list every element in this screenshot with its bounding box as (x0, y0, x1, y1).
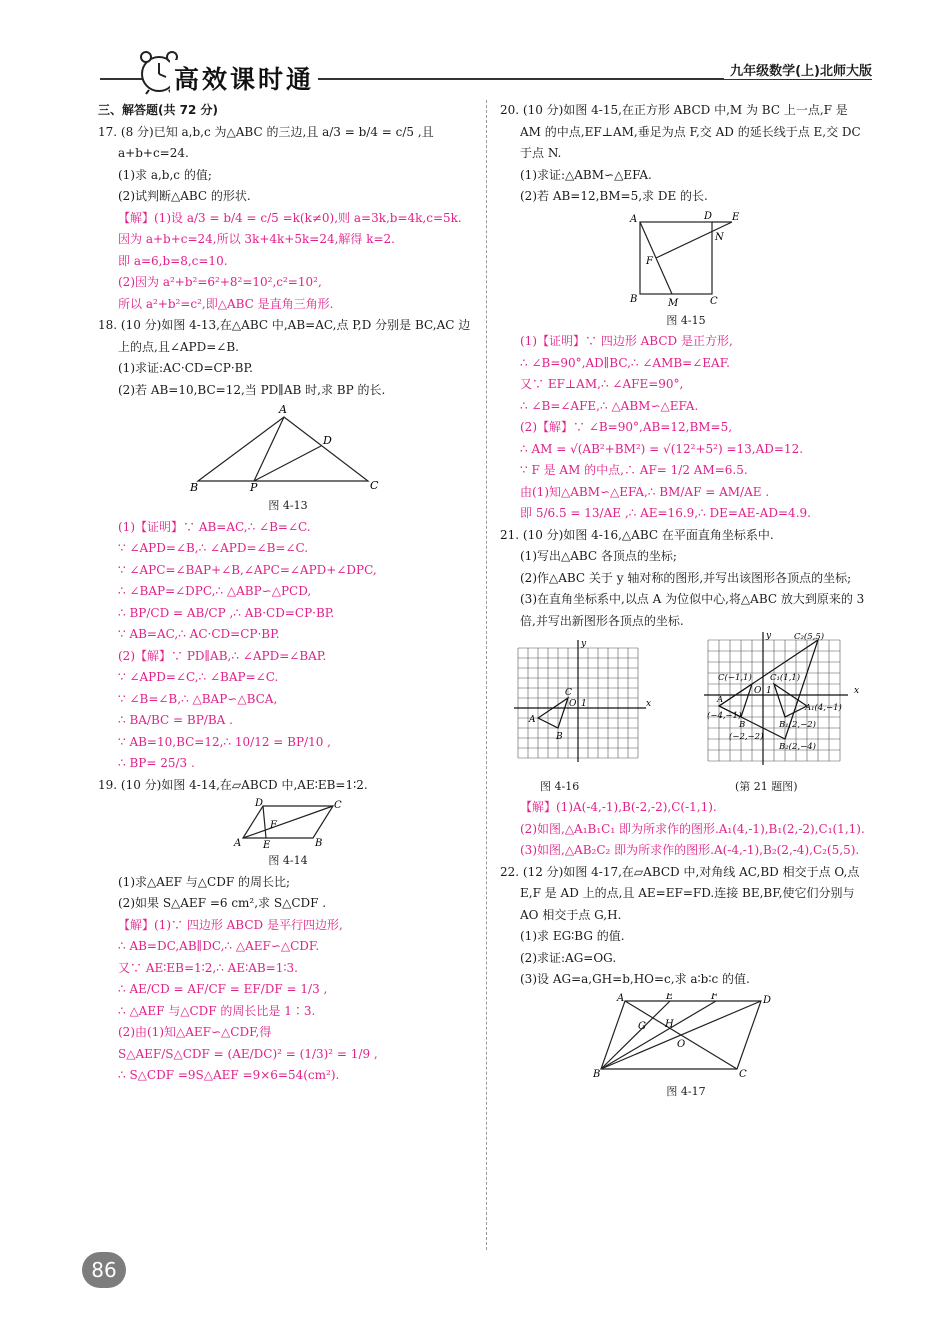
q17-solution-line: (2)因为 a²+b²=6²+8²=10²,c²=10², (118, 275, 322, 289)
svg-text:D: D (255, 798, 264, 809)
y-axis-label: y (581, 640, 587, 649)
svg-text:O: O (677, 1038, 686, 1050)
figure-4-13-caption: 图 4-13 (268, 499, 308, 512)
figure-4-15-square (626, 210, 746, 308)
q18-solution-line: ∵ ∠B=∠B,∴ △BAP∽△BCA, (118, 691, 278, 706)
q18-solution-line: ∵ ∠APC=∠BAP+∠B,∠APC=∠APD+∠DPC, (118, 562, 377, 577)
svg-text:D: D (704, 210, 713, 222)
q22-part2: (2)求证:AG=OG. (520, 950, 617, 965)
q19-solution-line: ∴ △AEF 与△CDF 的周长比是 1∶3. (118, 1003, 316, 1018)
column-divider (486, 100, 487, 1250)
svg-text:A: A (234, 838, 242, 848)
q22-stem: 22. (12 分)如图 4-17,在▱ABCD 中,对角线 AC,BD 相交于点 O,点 E,F 是 AD 上的点,且 AE=EF=FD.连接 BE,BF,使它们分别与 AO 相交于点 G,H. (500, 864, 860, 922)
q20-solution-line: ∴ AM = √(AB²+BM²) = √(12²+5²) =13,AD=12. (520, 441, 804, 456)
q21-solution-line: 【解】(1)A(-4,-1),B(-2,-2),C(-1,1). (520, 800, 717, 814)
q20-stem: 20. (10 分)如图 4-15,在正方形 ABCD 中,M 为 BC 上一点,F 是 AM 的中点,EF⊥AM,垂足为点 F,交 AD 的延长线于点 E,交 DC 于点 N. (500, 103, 861, 160)
point-label-a-coords: (−4,−1) (707, 711, 742, 721)
point-label-b: B (556, 732, 563, 742)
figure-21-answer-grid (696, 632, 876, 772)
q19-solution-line: S△AEF/S△CDF = (AE/DC)² = (1/3)² = 1/9 , (118, 1046, 378, 1061)
figure-4-14-parallelogram (233, 798, 343, 848)
q20-part1: (1)求证:△ABM∽△EFA. (520, 167, 652, 182)
figure-21-caption: (第 21 题图) (735, 780, 798, 793)
q18-solution-line: ∴ BA/BC = BP/BA . (118, 713, 233, 727)
q19-solution-line: 又∵ AE∶EB=1∶2,∴ AE∶AB=1∶3. (118, 960, 298, 975)
q17-stem: 17. (8 分)已知 a,b,c 为△ABC 的三边,且 a/3 = b/4 = c/5 ,且 a+b+c=24. (98, 124, 434, 160)
svg-text:C: C (710, 295, 718, 307)
svg-text:E: E (732, 211, 740, 223)
q17-solution-line: 所以 a²+b²=c²,即△ABC 是直角三角形. (118, 296, 334, 311)
figure-4-17-caption: 图 4-17 (666, 1084, 706, 1098)
q22-part1: (1)求 EG∶BG 的值. (520, 929, 625, 943)
point-label-b-coords: (−2,−2) (729, 732, 764, 742)
q18-solution-line: ∴ BP= 25/3 . (118, 756, 195, 770)
q17-part2: (2)试判断△ABC 的形状. (118, 189, 251, 203)
figure-4-13-triangle (188, 403, 388, 493)
point-label-c: C (565, 688, 572, 698)
q18-solution-line: (2)【解】∵ PD∥AB,∴ ∠APD=∠BAP. (118, 648, 327, 663)
q18-stem: 18. (10 分)如图 4-13,在△ABC 中,AB=AC,点 P,D 分别是 BC,AC 边上的点,且∠APD=∠B. (98, 318, 471, 354)
q21-part2: (2)作△ABC 关于 y 轴对称的图形,并写出该图形各顶点的坐标; (520, 570, 852, 585)
q19-part1: (1)求△AEF 与△CDF 的周长比; (118, 874, 291, 889)
point-label-a: A (529, 715, 536, 725)
svg-text:P: P (250, 481, 258, 493)
svg-text:A: A (279, 403, 287, 416)
q20-part2: (2)若 AB=12,BM=5,求 DE 的长. (520, 189, 708, 203)
q21-solution-line: (2)如图,△A₁B₁C₁ 即为所求作的图形.A₁(4,-1),B₁(2,-2),C₁(1,1). (520, 821, 865, 836)
q19-solution-line: ∴ AB=DC,AB∥DC,∴ △AEF∽△CDF. (118, 939, 320, 953)
svg-text:B: B (593, 1068, 601, 1079)
q17-solution-line: 【解】(1)设 a/3 = b/4 = c/5 =k(k≠0),则 a=3k,b=4k,c=5k. (118, 210, 462, 225)
q20-solution-line: ∴ ∠B=90°,AD∥BC,∴ ∠AMB=∠EAF. (520, 355, 730, 370)
q17-part1: (1)求 a,b,c 的值; (118, 167, 212, 182)
figure-4-16-caption: 图 4-16 (540, 780, 580, 793)
q20-solution-line: 由(1)知△ABM∽△EFA,∴ BM/AF = AM/AE . (520, 484, 770, 499)
q21-solution-line: (3)如图,△AB₂C₂ 即为所求作的图形.A(-4,-1),B₂(2,-4),C₂(5,5). (520, 843, 860, 857)
q20-solution-line: (1)【证明】∵ 四边形 ABCD 是正方形, (520, 334, 733, 348)
q21-part3: (3)在直角坐标系中,以点 A 为位似中心,将△ABC 放大到原来的 3 倍,并写出新图形各顶点的坐标. (520, 592, 865, 628)
svg-text:F: F (711, 992, 718, 1002)
svg-text:F: F (646, 255, 653, 267)
svg-text:F: F (270, 820, 277, 831)
svg-text:D: D (323, 434, 332, 447)
q19-solution-line: (2)由(1)知△AEF∽△CDF,得 (118, 1025, 272, 1039)
origin-label: O (569, 699, 577, 709)
svg-text:C: C (739, 1068, 747, 1079)
svg-text:B: B (630, 293, 638, 305)
q20-solution-line: 又∵ EF⊥AM,∴ ∠AFE=90°, (520, 377, 684, 391)
y-axis-label: y (766, 632, 772, 641)
svg-text:E: E (666, 992, 674, 1002)
q17-solution-line: 即 a=6,b=8,c=10. (118, 253, 228, 268)
point-label-a1: A₁(4,−1) (805, 703, 842, 713)
q19-part2: (2)如果 S△AEF =6 cm²,求 S△CDF . (118, 896, 327, 910)
triangle-abc (538, 698, 568, 728)
q18-solution-line: ∵ AB=10,BC=12,∴ 10/12 = BP/10 , (118, 734, 331, 749)
q18-solution-line: ∵ AB=AC,∴ AC·CD=CP·BP. (118, 627, 280, 641)
unit-label: 1 (581, 699, 587, 709)
right-column (500, 100, 872, 1102)
section-title: 三、解答题(共 72 分) (98, 103, 219, 117)
q21-stem: 21. (10 分)如图 4-16,△ABC 在平面直角坐标系中. (500, 527, 774, 542)
figure-4-14-caption: 图 4-14 (268, 854, 308, 867)
svg-text:C: C (334, 800, 342, 811)
svg-text:D: D (763, 994, 772, 1006)
q20-solution-line: ∴ ∠B=∠AFE,∴ △ABM∽△EFA. (520, 398, 699, 413)
svg-text:E: E (263, 840, 271, 848)
figure-4-17-parallelogram (591, 993, 781, 1079)
figure-4-15-caption: 图 4-15 (666, 313, 706, 327)
svg-text:C: C (370, 479, 379, 492)
figure-4-16-grid (514, 640, 654, 770)
unit-label: 1 (766, 686, 772, 696)
svg-text:M: M (668, 297, 679, 308)
q21-part1: (1)写出△ABC 各顶点的坐标; (520, 549, 677, 563)
q18-solution-line: ∴ BP/CD = AB/CP ,∴ AB·CD=CP·BP. (118, 605, 335, 620)
q20-solution-line: (2)【解】∵ ∠B=90°,AB=12,BM=5, (520, 420, 733, 434)
svg-text:N: N (715, 231, 724, 243)
origin-label: O (754, 686, 762, 696)
page-header (0, 0, 950, 100)
brand-title: 高效课时通 (170, 60, 318, 96)
point-label-b1: B₁(2,−2) (779, 720, 816, 730)
svg-text:H: H (665, 1018, 674, 1030)
q20-solution-line: ∵ F 是 AM 的中点,∴ AF= 1/2 AM=6.5. (520, 463, 748, 477)
q17-solution-line: 因为 a+b+c=24,所以 3k+4k+5k=24,解得 k=2. (118, 232, 395, 246)
svg-text:G: G (638, 1020, 646, 1032)
page-number-badge: 86 (82, 1252, 126, 1288)
q22-part3: (3)设 AG=a,GH=b,HO=c,求 a∶b∶c 的值. (520, 972, 750, 986)
q18-solution-line: ∵ ∠APD=∠B,∴ ∠APD=∠B=∠C. (118, 541, 309, 555)
point-label-b: B (739, 720, 746, 730)
q19-solution-line: 【解】(1)∵ 四边形 ABCD 是平行四边形, (118, 917, 343, 932)
q21-figures (500, 632, 872, 797)
point-label-b2: B₂(2,−4) (779, 742, 816, 752)
point-label-a: A (717, 695, 724, 705)
point-label-c1: C₁(1,1) (770, 673, 801, 683)
point-label-c2: C₂(5,5) (794, 632, 825, 642)
q19-solution-line: ∴ AE/CD = AF/CF = EF/DF = 1/3 , (118, 982, 328, 996)
q18-part1: (1)求证:AC·CD=CP·BP. (118, 361, 253, 375)
q20-solution-line: 即 5/6.5 = 13/AE ,∴ AE=16.9,∴ DE=AE-AD=4.9. (520, 506, 811, 520)
x-axis-label: x (646, 699, 652, 709)
x-axis-label: x (854, 686, 860, 696)
q18-solution-line: (1)【证明】∵ AB=AC,∴ ∠B=∠C. (118, 519, 311, 534)
q19-stem: 19. (10 分)如图 4-14,在▱ABCD 中,AE∶EB=1∶2. (98, 777, 368, 792)
svg-text:B: B (190, 481, 199, 493)
svg-text:A: A (617, 992, 625, 1004)
grade-label: 九年级数学(上)北师大版 (724, 60, 872, 79)
q18-solution-line: ∴ ∠BAP=∠DPC,∴ △ABP∽△PCD, (118, 584, 312, 598)
point-label-c: C(−1,1) (718, 673, 752, 683)
q18-solution-line: ∵ ∠APD=∠C,∴ ∠BAP=∠C. (118, 670, 279, 684)
svg-text:A: A (630, 213, 638, 225)
q18-part2: (2)若 AB=10,BC=12,当 PD∥AB 时,求 BP 的长. (118, 382, 386, 397)
svg-text:B: B (315, 838, 323, 848)
q19-solution-line: ∴ S△CDF =9S△AEF =9×6=54(cm²). (118, 1068, 340, 1082)
left-column (98, 100, 478, 1087)
